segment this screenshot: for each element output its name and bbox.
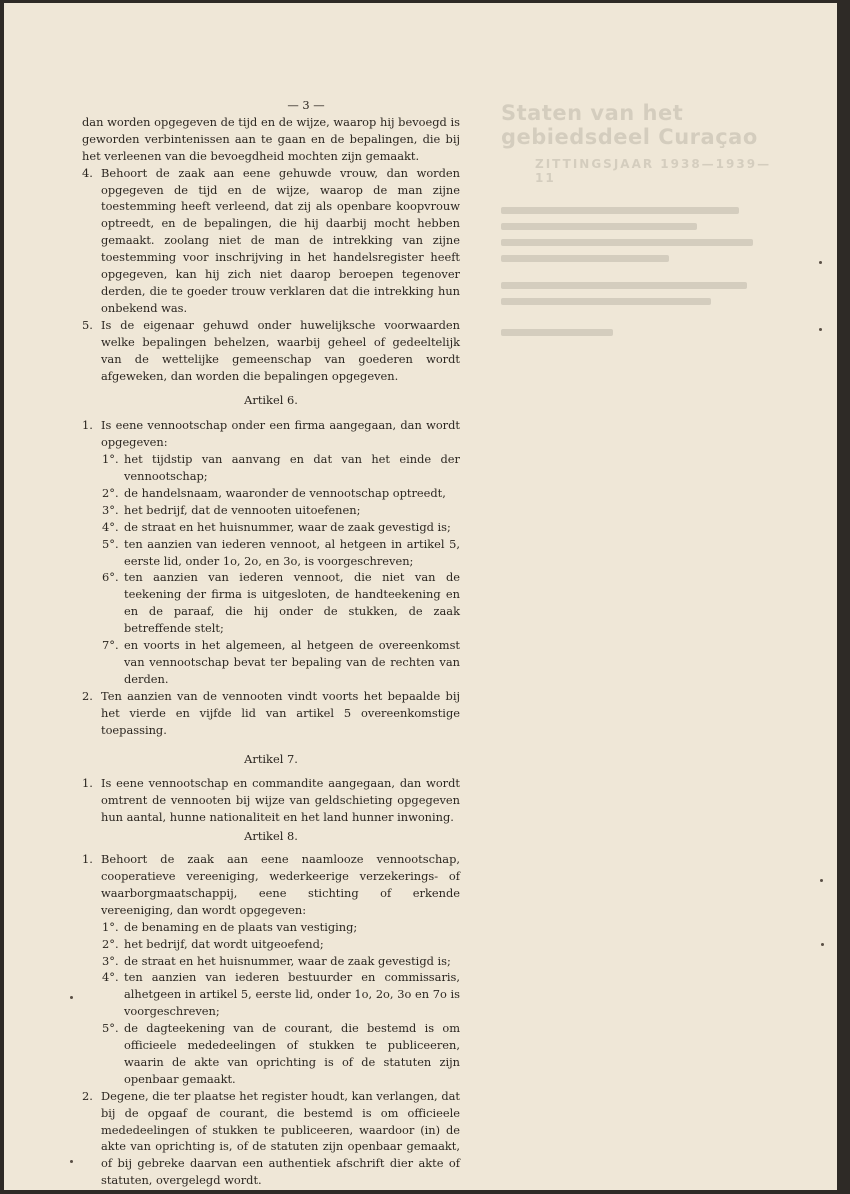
sub-item <box>82 953 460 970</box>
sub-item <box>82 502 460 519</box>
intro-paragraph: dan worden opgegeven de tijd en de wijze, waarop hij bevoegd is geworden verbintenissen aan te gaan en de bepalingen, die bij het verleenen van die bevoegdheid mochten zijn gemaakt. <box>82 114 460 163</box>
sub-item-text: ten aanzien van iederen bestuurder en commissaris, alhetgeen in artikel 5, eerste lid, onder 1o, 2o, 3o en 7o is voorgeschreven; <box>124 970 460 1019</box>
sub-item-number: 5°. <box>102 536 119 551</box>
sub-item-text: ten aanzien van iederen vennoot, al hetgeen in artikel 5, eerste lid, onder 1o, 2o, en 3o, is voorgeschreven; <box>124 536 460 568</box>
sub-item-text: de handelsnaam, waaronder de vennootschap optreedt, <box>124 485 446 500</box>
item-number: 4. <box>82 165 93 180</box>
list-item <box>82 775 460 826</box>
sub-item-number: 4°. <box>102 970 119 985</box>
sub-item-number: 3°. <box>102 953 119 968</box>
sub-item-text: ten aanzien van iederen vennoot, die niet van de teekening der firma is uitgesloten, de handteekening en en de paraaf, die hij onder de stukken, de zaak betreffende stelt; <box>124 570 460 636</box>
item-text: Degene, die ter plaatse het register houdt, kan verlangen, dat bij de opgaaf de courant, die bestemd is om officieele mededeelingen of stukken te publiceeren, waardoor (in) de akte van oprichting is, of de statuten zijn openbaar gemaakt, of bij gebreke daarvan een authentiek afschrift dier akte of statuten, overgelegd wordt. <box>101 1088 460 1188</box>
item-text: Is eene vennootschap en commandite aangegaan, dan wordt omtrent de vennooten bij wijze van geldschieting opgegeven hun aantal, hunne nationaliteit en het land hunner inwoning. <box>101 776 460 825</box>
bleed-through-subtitle: ZITTINGSJAAR 1938—1939—11 <box>535 157 772 185</box>
sub-item-number: 1°. <box>102 452 119 467</box>
sub-item-number: 2°. <box>102 936 119 951</box>
sub-item-text: het bedrijf, dat de vennooten uitoefenen; <box>124 502 361 517</box>
sub-item <box>82 1020 460 1088</box>
sub-item-number: 7°. <box>102 638 119 653</box>
document-page <box>4 3 837 1190</box>
item-number: 2. <box>82 1088 93 1103</box>
sub-item <box>82 451 460 485</box>
item-text: Ten aanzien van de vennooten vindt voorts het bepaalde bij het vierde en vijfde lid van artikel 5 overeenkomstige toepassing. <box>101 688 460 737</box>
sub-item <box>82 637 460 688</box>
item-number: 1. <box>82 418 93 433</box>
sub-item-text: de straat en het huisnummer, waar de zaak gevestigd is; <box>124 519 451 534</box>
main-text-column <box>82 97 460 1189</box>
sub-item-number: 1°. <box>102 919 119 934</box>
speck-mark <box>70 1160 73 1163</box>
speck-mark <box>820 879 823 882</box>
sub-item <box>82 969 460 1020</box>
sub-item-text: de dagteekening van de courant, die bestemd is om officieele mededeelingen of stukken te publiceeren, waarin de akte van oprichting is of de statuten zijn openbaar gemaakt. <box>124 1021 460 1086</box>
bleed-through-text <box>501 101 781 1151</box>
speck-mark <box>819 328 822 331</box>
sub-item-text: de straat en het huisnummer, waar de zaak gevestigd is; <box>124 953 451 968</box>
list-item <box>82 165 460 317</box>
item-text: Behoort de zaak aan eene naamlooze vennootschap, cooperatieve vereeniging, wederkeerige verzekerings- of waarborgmaatschappij, eene stichting of erkende vereeniging, dan wordt opgegeven: <box>101 852 460 917</box>
speck-mark <box>70 996 73 999</box>
article-6-heading: Artikel 6. <box>244 393 298 408</box>
sub-item <box>82 936 460 953</box>
sub-item-text: het bedrijf, dat wordt uitgeoefend; <box>124 936 324 951</box>
sub-item-number: 5°. <box>102 1021 119 1036</box>
speck-mark <box>819 261 822 264</box>
sub-item-text: het tijdstip van aanvang en dat van het einde der vennootschap; <box>124 452 460 484</box>
sub-item <box>82 519 460 536</box>
item-text: Is eene vennootschap onder een firma aangegaan, dan wordt opgegeven: <box>101 418 460 450</box>
item-number: 5. <box>82 317 93 332</box>
sub-item-number: 2°. <box>102 485 119 500</box>
item-number: 1. <box>82 776 93 791</box>
item-text: Behoort de zaak aan eene gehuwde vrouw, dan worden opgegeven de tijd en de wijze, waarop de man zijne toestemming heeft verleend, dat zij als openbare koopvrouw optreedt, en de bepalingen, die hij daarbij mocht hebben gemaakt. zoolang niet de man de intrekking van zijne toestemming voor inschrijving in het handelsregister heeft opgegeven, kan hij zich niet daarop beroepen tegenover derden, die te goeder trouw verklaren dat die intrekking hun onbekend was. <box>101 165 460 315</box>
article-7-heading: Artikel 7. <box>244 751 298 766</box>
sub-item <box>82 485 460 502</box>
speck-mark <box>821 943 824 946</box>
sub-item <box>82 919 460 936</box>
sub-item-text: de benaming en de plaats van vestiging; <box>124 919 358 934</box>
item-number: 1. <box>82 852 93 867</box>
sub-item-number: 4°. <box>102 519 119 534</box>
sub-item-number: 6°. <box>102 570 119 585</box>
sub-item-text: en voorts in het algemeen, al hetgeen de overeenkomst van vennootschap bevat ter bepaling van de rechten van derden. <box>124 638 460 686</box>
sub-item <box>82 536 460 570</box>
list-item <box>82 417 460 451</box>
page-number: — 3 — <box>287 98 325 112</box>
article-8-heading: Artikel 8. <box>244 829 298 844</box>
item-number: 2. <box>82 688 93 703</box>
list-item <box>82 1088 460 1189</box>
list-item <box>82 851 460 919</box>
bleed-through-title: Staten van het gebiedsdeel Curaçao <box>501 101 758 149</box>
item-text: Is de eigenaar gehuwd onder huwelijksche voorwaarden welke bepalingen behelzen, waarbij geheel of gedeeltelijk van de wettelijke gemeenschap van goederen wordt afgeweken, dan worden die bepalingen opgegeven. <box>101 317 460 383</box>
list-item <box>82 317 460 385</box>
sub-item-number: 3°. <box>102 502 119 517</box>
sub-item <box>82 569 460 637</box>
list-item <box>82 688 460 739</box>
